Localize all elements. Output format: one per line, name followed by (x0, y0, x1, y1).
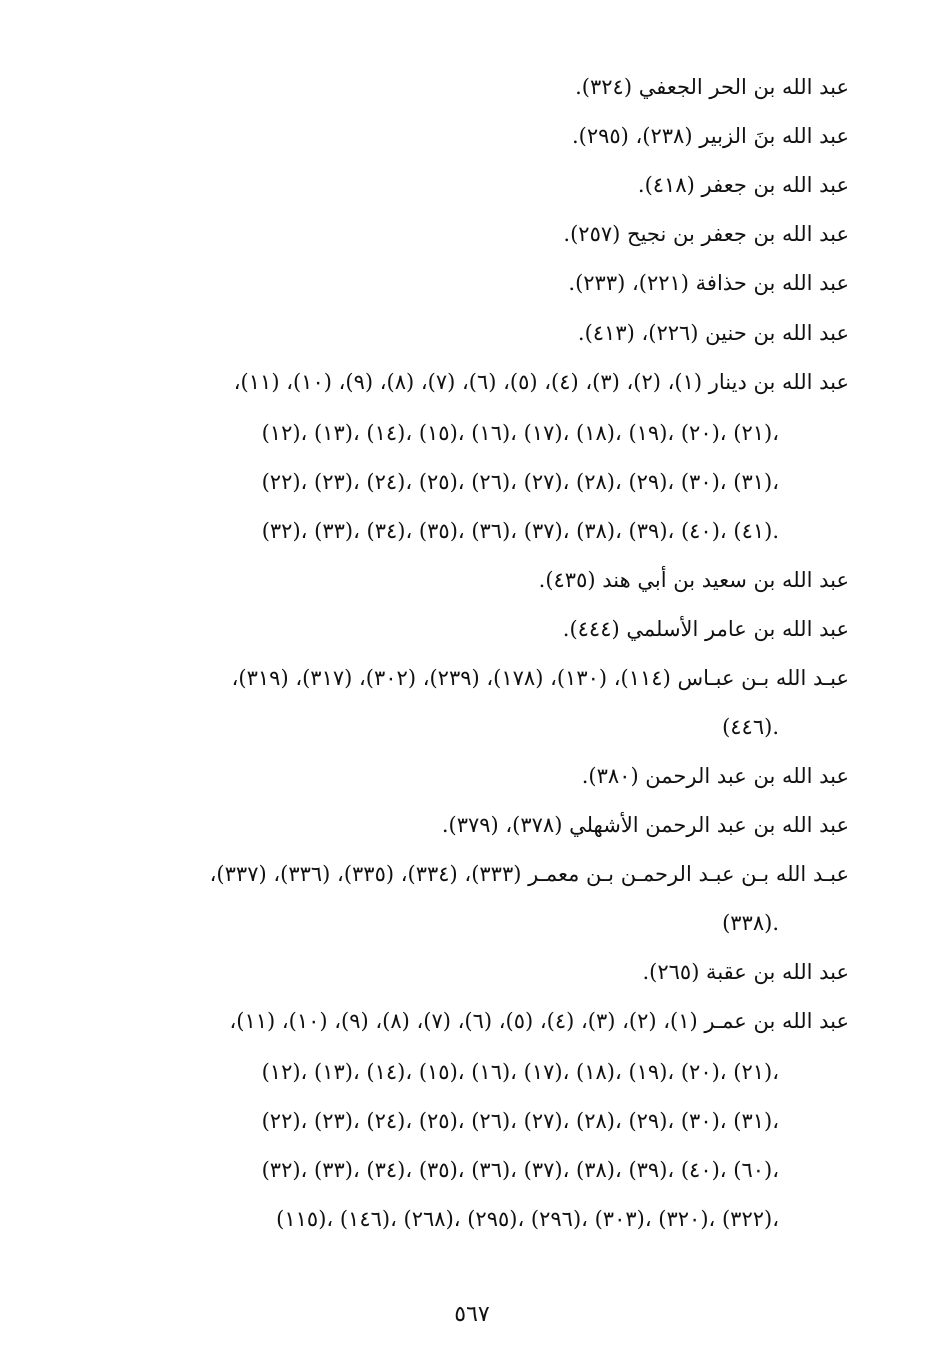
index-entry-line: عبد الله بن عامر الأسلمي (٤٤٤). (562, 617, 849, 641)
index-entry-line: عبد الله بن عبد الرحمن (٣٨٠). (581, 764, 849, 788)
index-entry-line: عبد الله بن عبد الرحمن الأشهلي (٣٧٨)، (٣٧٩). (441, 813, 849, 837)
index-entry-line: عبد الله بنَ الزبير (٢٣٨)، (٢٩٥). (571, 124, 849, 148)
index-entry-line: عبد الله بن جعفر بن نجيح (٢٥٧). (563, 222, 849, 246)
index-continuation-line: (٤٤٦). (722, 715, 779, 739)
index-entry-line: عبد الله بن حنين (٢٢٦)، (٤١٣). (577, 321, 849, 345)
index-continuation-line: (١١٥)، (١٤٦)، (٢٦٨)، (٢٩٥)، (٢٩٦)، (٣٠٣)، (٣٢٠)، (٣٢٢)، (276, 1207, 779, 1231)
index-entry-line: عبد الله بن سعيد بن أبي هند (٤٣٥). (538, 568, 849, 592)
index-entry-line: عبد الله بن عمـر (١)، (٢)، (٣)، (٤)، (٥)، (٦)، (٧)، (٨)، (٩)، (١٠)، (١١)، (229, 1009, 849, 1033)
index-entry-line: عبـد الله بـن عبـد الرحمـن بـن معمـر (٣٣٣)، (٣٣٤)، (٣٣٥)، (٣٣٦)، (٣٣٧)، (209, 862, 849, 886)
index-continuation-line: (٢٢)، (٢٣)، (٢٤)، (٢٥)، (٢٦)، (٢٧)، (٢٨)، (٢٩)، (٣٠)، (٣١)، (261, 470, 779, 494)
index-entry-line: عبد الله بن الحر الجعفي (٣٢٤). (575, 75, 849, 99)
index-continuation-line: (٢٢)، (٢٣)، (٢٤)، (٢٥)، (٢٦)، (٢٧)، (٢٨)، (٢٩)، (٣٠)، (٣١)، (261, 1109, 779, 1133)
index-continuation-line: (٣٣٨). (722, 911, 779, 935)
index-entry-line: عبـد الله بـن عبـاس (١١٤)، (١٣٠)، (١٧٨)، (٢٣٩)، (٣٠٢)، (٣١٧)، (٣١٩)، (231, 666, 849, 690)
index-entry-line: عبد الله بن دينار (١)، (٢)، (٣)، (٤)، (٥)، (٦)، (٧)، (٨)، (٩)، (١٠)، (١١)، (233, 370, 849, 394)
index-continuation-line: (٣٢)، (٣٣)، (٣٤)، (٣٥)، (٣٦)، (٣٧)، (٣٨)، (٣٩)، (٤٠)، (٦٠)، (261, 1158, 779, 1182)
index-continuation-line: (١٢)، (١٣)، (١٤)، (١٥)، (١٦)، (١٧)، (١٨)، (١٩)، (٢٠)، (٢١)، (261, 1060, 779, 1084)
index-continuation-line: (٣٢)، (٣٣)، (٣٤)، (٣٥)، (٣٦)، (٣٧)، (٣٨)، (٣٩)، (٤٠)، (٤١). (261, 519, 779, 543)
index-entry-line: عبد الله بن جعفر (٤١٨). (637, 173, 849, 197)
index-entry-line: عبد الله بن حذافة (٢٢١)، (٢٣٣). (568, 271, 849, 295)
index-entry-line: عبد الله بن عقبة (٢٦٥). (642, 960, 849, 984)
index-continuation-line: (١٢)، (١٣)، (١٤)، (١٥)، (١٦)، (١٧)، (١٨)، (١٩)، (٢٠)، (٢١)، (261, 421, 779, 445)
page-number: ٥٦٧ (454, 1302, 490, 1327)
